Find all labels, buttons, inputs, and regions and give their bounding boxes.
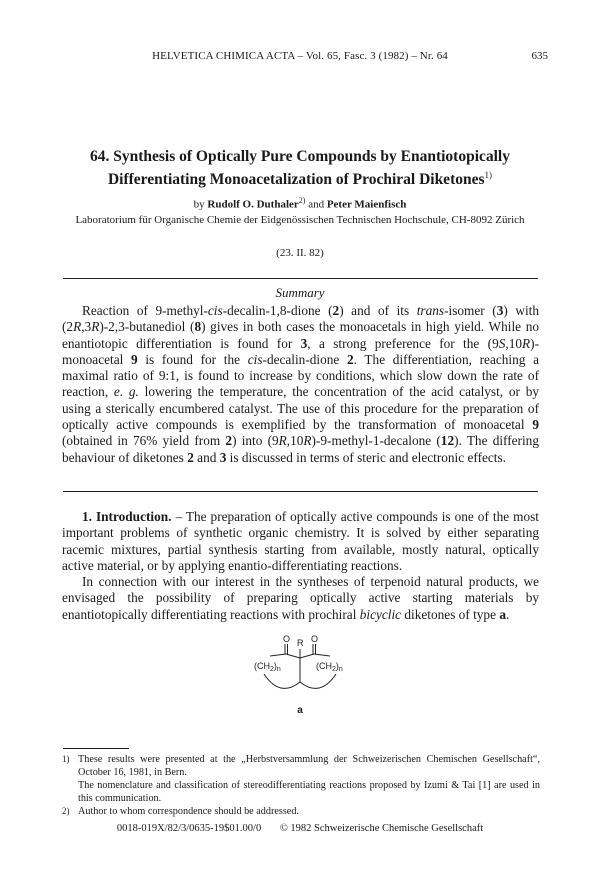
article-title: [62, 148, 538, 189]
oxygen-left-label: O: [283, 634, 291, 644]
left-ring-top-bond: [270, 654, 286, 656]
footnote-1: [62, 753, 540, 779]
summary-bottom-rule: [63, 491, 538, 492]
and-word: and: [308, 198, 325, 211]
right-ring-top-bond: [314, 654, 330, 656]
page-footer: [0, 823, 600, 834]
introduction-section: 1. Introduction. – The preparation of optically active compounds is one of the most important problems of synthetic organic chemistry. It is solved by either separating racemic mixtures, partial synthesis starting from available, mostly natural, optically active material, or by applying enantio-differentiating reactions. In connection with our interest in the syntheses of terpenoid natural products, we envisaged the possibility of preparing optically active starting materials by enantiotopically differentiating reactions with prochiral bicyclic diketones of type a.: [62, 509, 539, 622]
author-line: [0, 196, 600, 211]
diketone-structure: [240, 632, 360, 702]
copyright-notice: © 1982 Schweizerische Chemische Gesellschaft: [279, 823, 484, 834]
compound-label-a: a: [297, 705, 303, 716]
affiliation: Laboratorium für Organische Chemie der Eidgenössischen Technischen Hochschule, CH-8092 Zürich: [75, 214, 525, 226]
footnote-text: Author to whom correspondence should be addressed.: [78, 806, 299, 817]
footnote-2: [62, 805, 540, 818]
left-chain-label: $(CH_2)_n$: [254, 661, 281, 673]
author-maienfisch: Peter Maienfisch: [326, 198, 407, 211]
summary-heading: Summary: [275, 285, 325, 300]
summary-top-rule: [63, 278, 538, 279]
author-footnote-mark: 2): [298, 196, 306, 205]
oxygen-right-label: O: [311, 634, 319, 644]
summary-text: Reaction of 9-methyl-cis-decalin-1,8-dione (2) and of its trans-isomer (3) with (2R,3R)-2,3-butanediol (8) gives in both cases the monoacetals in high yield. While no enantiotopic differentiation is found for 3, a strong preference for the (9S,10R)-monoacetal 9 is found for the cis-decalin-dione 2. The differentiation, reaching a maximal ratio of 9:1, is found to increase by conditions, which slow down the rate of reaction, e. g. lowering the temperature, the concentration of the acid catalyst, or by using a sterically encumbered catalyst. The use of this procedure for the preparation of optically active compounds is exemplified by the transformation of monoacetal 9 (obtained in 76% yield from 2) into (9R,10R)-9-methyl-1-decalone (12). The differing behaviour of diketones 2 and 3 is discussed in terms of steric and electronic effects.: [62, 303, 540, 465]
by-word: by: [193, 198, 205, 211]
title-footnote-mark: 1): [484, 170, 493, 180]
article-code: 0018-019X/82/3/0635-19$01.00/0: [116, 823, 262, 834]
ring-left-c-bond: [286, 654, 300, 658]
footnotes: [62, 753, 540, 818]
r-group-label: R: [297, 638, 304, 648]
footnote-rule: [63, 748, 129, 749]
page-number: 635: [531, 50, 548, 62]
footnote-text: These results were presented at the „Herbstversammlung der Schweizerischen Chemischen Gesellschaft“, October 16, 1981, in Bern.: [78, 754, 540, 778]
author-duthaler: Rudolf O. Duthaler: [207, 198, 299, 211]
footnote-mark: 1): [62, 754, 70, 764]
right-ring-arc: [300, 674, 336, 688]
footnote-mark: 2): [62, 806, 70, 816]
section-heading: 1. Introduction.: [82, 509, 172, 524]
received-date: (23. II. 82): [276, 247, 324, 259]
journal-citation: HELVETICA CHIMICA ACTA – Vol. 65, Fasc. 3 (1982) – Nr. 64: [152, 50, 448, 62]
left-ring-arc: [264, 674, 300, 688]
right-chain-label: $(CH_2)_n$: [316, 661, 343, 673]
footnote-text: The nomenclature and classification of stereodifferentiating reactions proposed by Izumi & Tai [1] are used in this communication.: [78, 780, 540, 804]
title-text: 64. Synthesis of Optically Pure Compounds by Enantiotopically Differentiating Monoacetalization of Prochiral Diketones: [89, 148, 510, 189]
footnote-1-continued: [62, 779, 540, 805]
ring-right-c-bond: [300, 654, 314, 658]
